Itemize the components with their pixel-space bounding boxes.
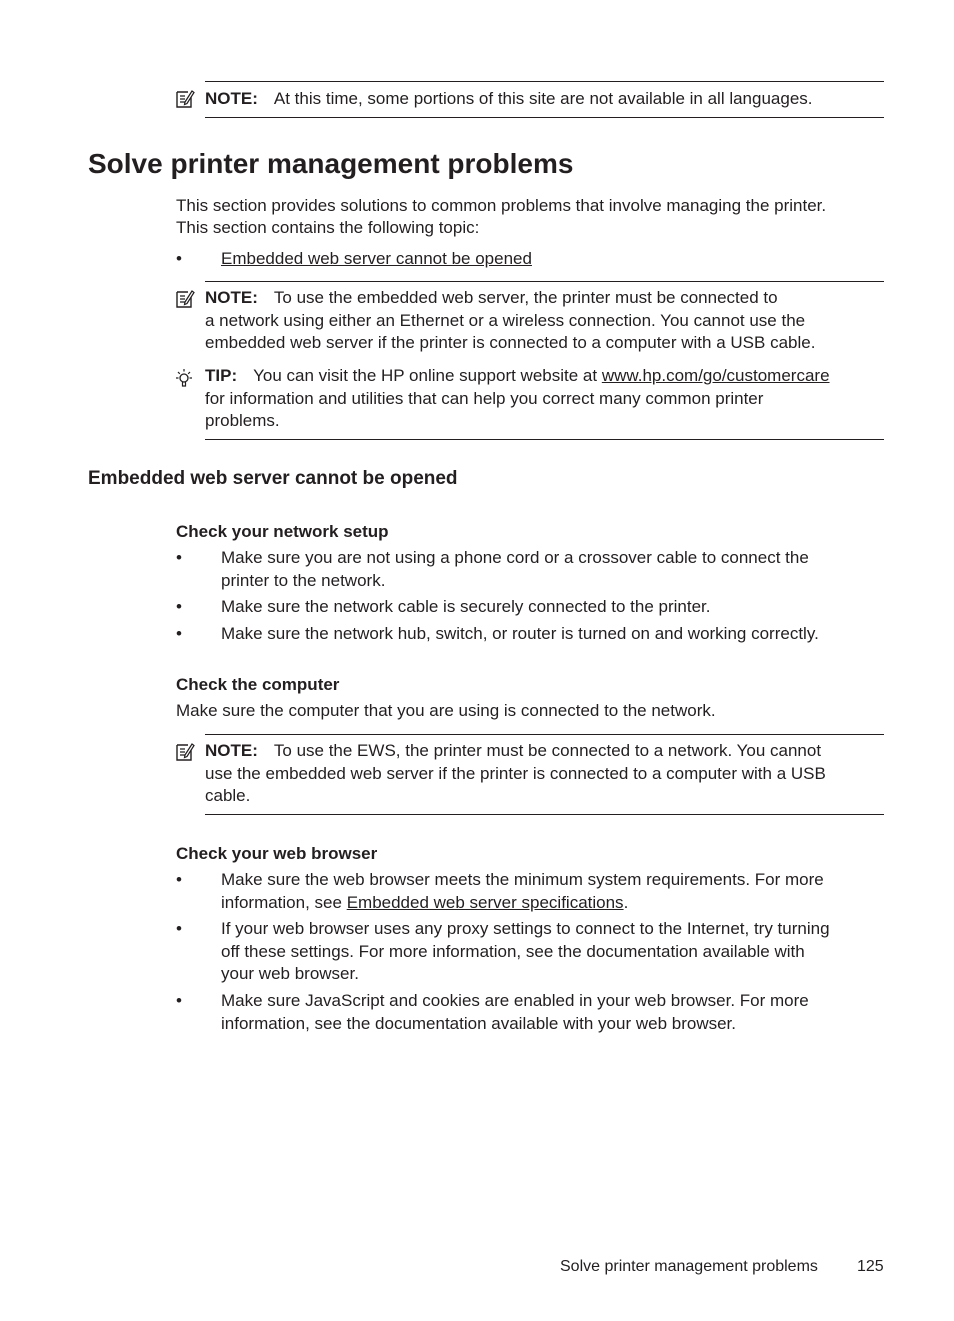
topic-link[interactable]: Embedded web server cannot be opened: [221, 249, 532, 268]
page-title: Solve printer management problems: [88, 148, 574, 179]
note-computer: [205, 740, 886, 808]
top-note: [205, 88, 886, 111]
browser-heading: Check your web browser: [176, 844, 378, 863]
top-note-rule-bottom: [205, 117, 884, 118]
tip-label: TIP:: [205, 366, 238, 385]
topic-item: [221, 248, 886, 271]
section-heading: Embedded web server cannot be opened: [88, 468, 458, 489]
list-item-text: printer to the network.: [221, 570, 386, 590]
bullet: •: [176, 624, 182, 643]
note-text: cable.: [205, 786, 251, 805]
top-note-rule-top: [205, 81, 884, 82]
list-item-text: information, see the documentation available with your web browser.: [221, 1013, 737, 1033]
bullet: •: [176, 870, 182, 889]
bullet: •: [176, 919, 182, 938]
note-label: NOTE:: [205, 89, 258, 108]
tip: [205, 365, 886, 433]
page-number: 125: [857, 1258, 884, 1275]
computer-text: Make sure the computer that you are using is connected to the network.: [176, 701, 716, 720]
list-item: Make sure the network hub, switch, or router is turned on and working correctly.: [221, 624, 819, 643]
list-item-text: .: [623, 892, 629, 912]
list-item: [221, 869, 886, 914]
customercare-link[interactable]: www.hp.com/go/customercare: [601, 366, 830, 385]
note-label: NOTE:: [205, 741, 258, 760]
footer-section-title: Solve printer management problems: [560, 1258, 818, 1275]
note-text: a network using either an Ethernet or a wireless connection. You cannot use the: [205, 310, 806, 330]
list-item-text: Make sure the web browser meets the minimum system requirements. For more: [221, 870, 824, 889]
tip-text: for information and utilities that can help you correct many common printer: [205, 388, 764, 408]
note-computer-rule-top: [205, 734, 884, 735]
note-label: NOTE:: [205, 288, 258, 307]
list-item-text: information, see: [221, 892, 347, 912]
list-item-text: If your web browser uses any proxy settings to connect to the Internet, try turning: [221, 919, 830, 938]
note-text: embedded web server if the printer is connected to a computer with a USB cable.: [205, 333, 816, 352]
list-item: [221, 547, 886, 592]
tip-text: You can visit the HP online support website at: [253, 366, 602, 385]
bullet: •: [176, 548, 182, 567]
note-text: To use the embedded web server, the printer must be connected to: [273, 288, 778, 307]
list-item: [221, 990, 886, 1035]
network-heading: Check your network setup: [176, 522, 389, 541]
ews-specifications-link[interactable]: Embedded web server specifications: [346, 892, 624, 912]
intro-line-2: This section contains the following topic:: [176, 218, 480, 237]
lightbulb-icon: [174, 368, 194, 388]
bullet: •: [176, 249, 182, 268]
tip-text: problems.: [205, 411, 280, 430]
bullet: •: [176, 597, 182, 616]
intro-line-1: This section provides solutions to common problems that involve managing the printer.: [176, 196, 827, 215]
note-icon: [175, 742, 195, 762]
list-item-text: your web browser.: [221, 964, 359, 983]
list-item: Make sure the network cable is securely connected to the printer.: [221, 597, 711, 616]
tip-rule-bottom: [205, 439, 884, 440]
list-item-text: off these settings. For more information, see the documentation available with: [221, 941, 805, 961]
note-text: To use the EWS, the printer must be connected to a network. You cannot: [273, 741, 822, 760]
note-ews: [205, 287, 886, 355]
list-item-text: Make sure JavaScript and cookies are enabled in your web browser. For more: [221, 991, 809, 1010]
list-item-text: Make sure you are not using a phone cord or a crossover cable to connect the: [221, 548, 809, 567]
bullet: •: [176, 991, 182, 1010]
note-text: use the embedded web server if the printer is connected to a computer with a USB: [205, 763, 826, 783]
list-item: [221, 918, 886, 986]
note-icon: [175, 89, 195, 109]
note-computer-rule-bottom: [205, 814, 884, 815]
note-icon: [175, 289, 195, 309]
note-text: At this time, some portions of this site are not available in all languages.: [273, 89, 813, 108]
computer-heading: Check the computer: [176, 675, 340, 694]
note-ews-rule-top: [205, 281, 884, 282]
